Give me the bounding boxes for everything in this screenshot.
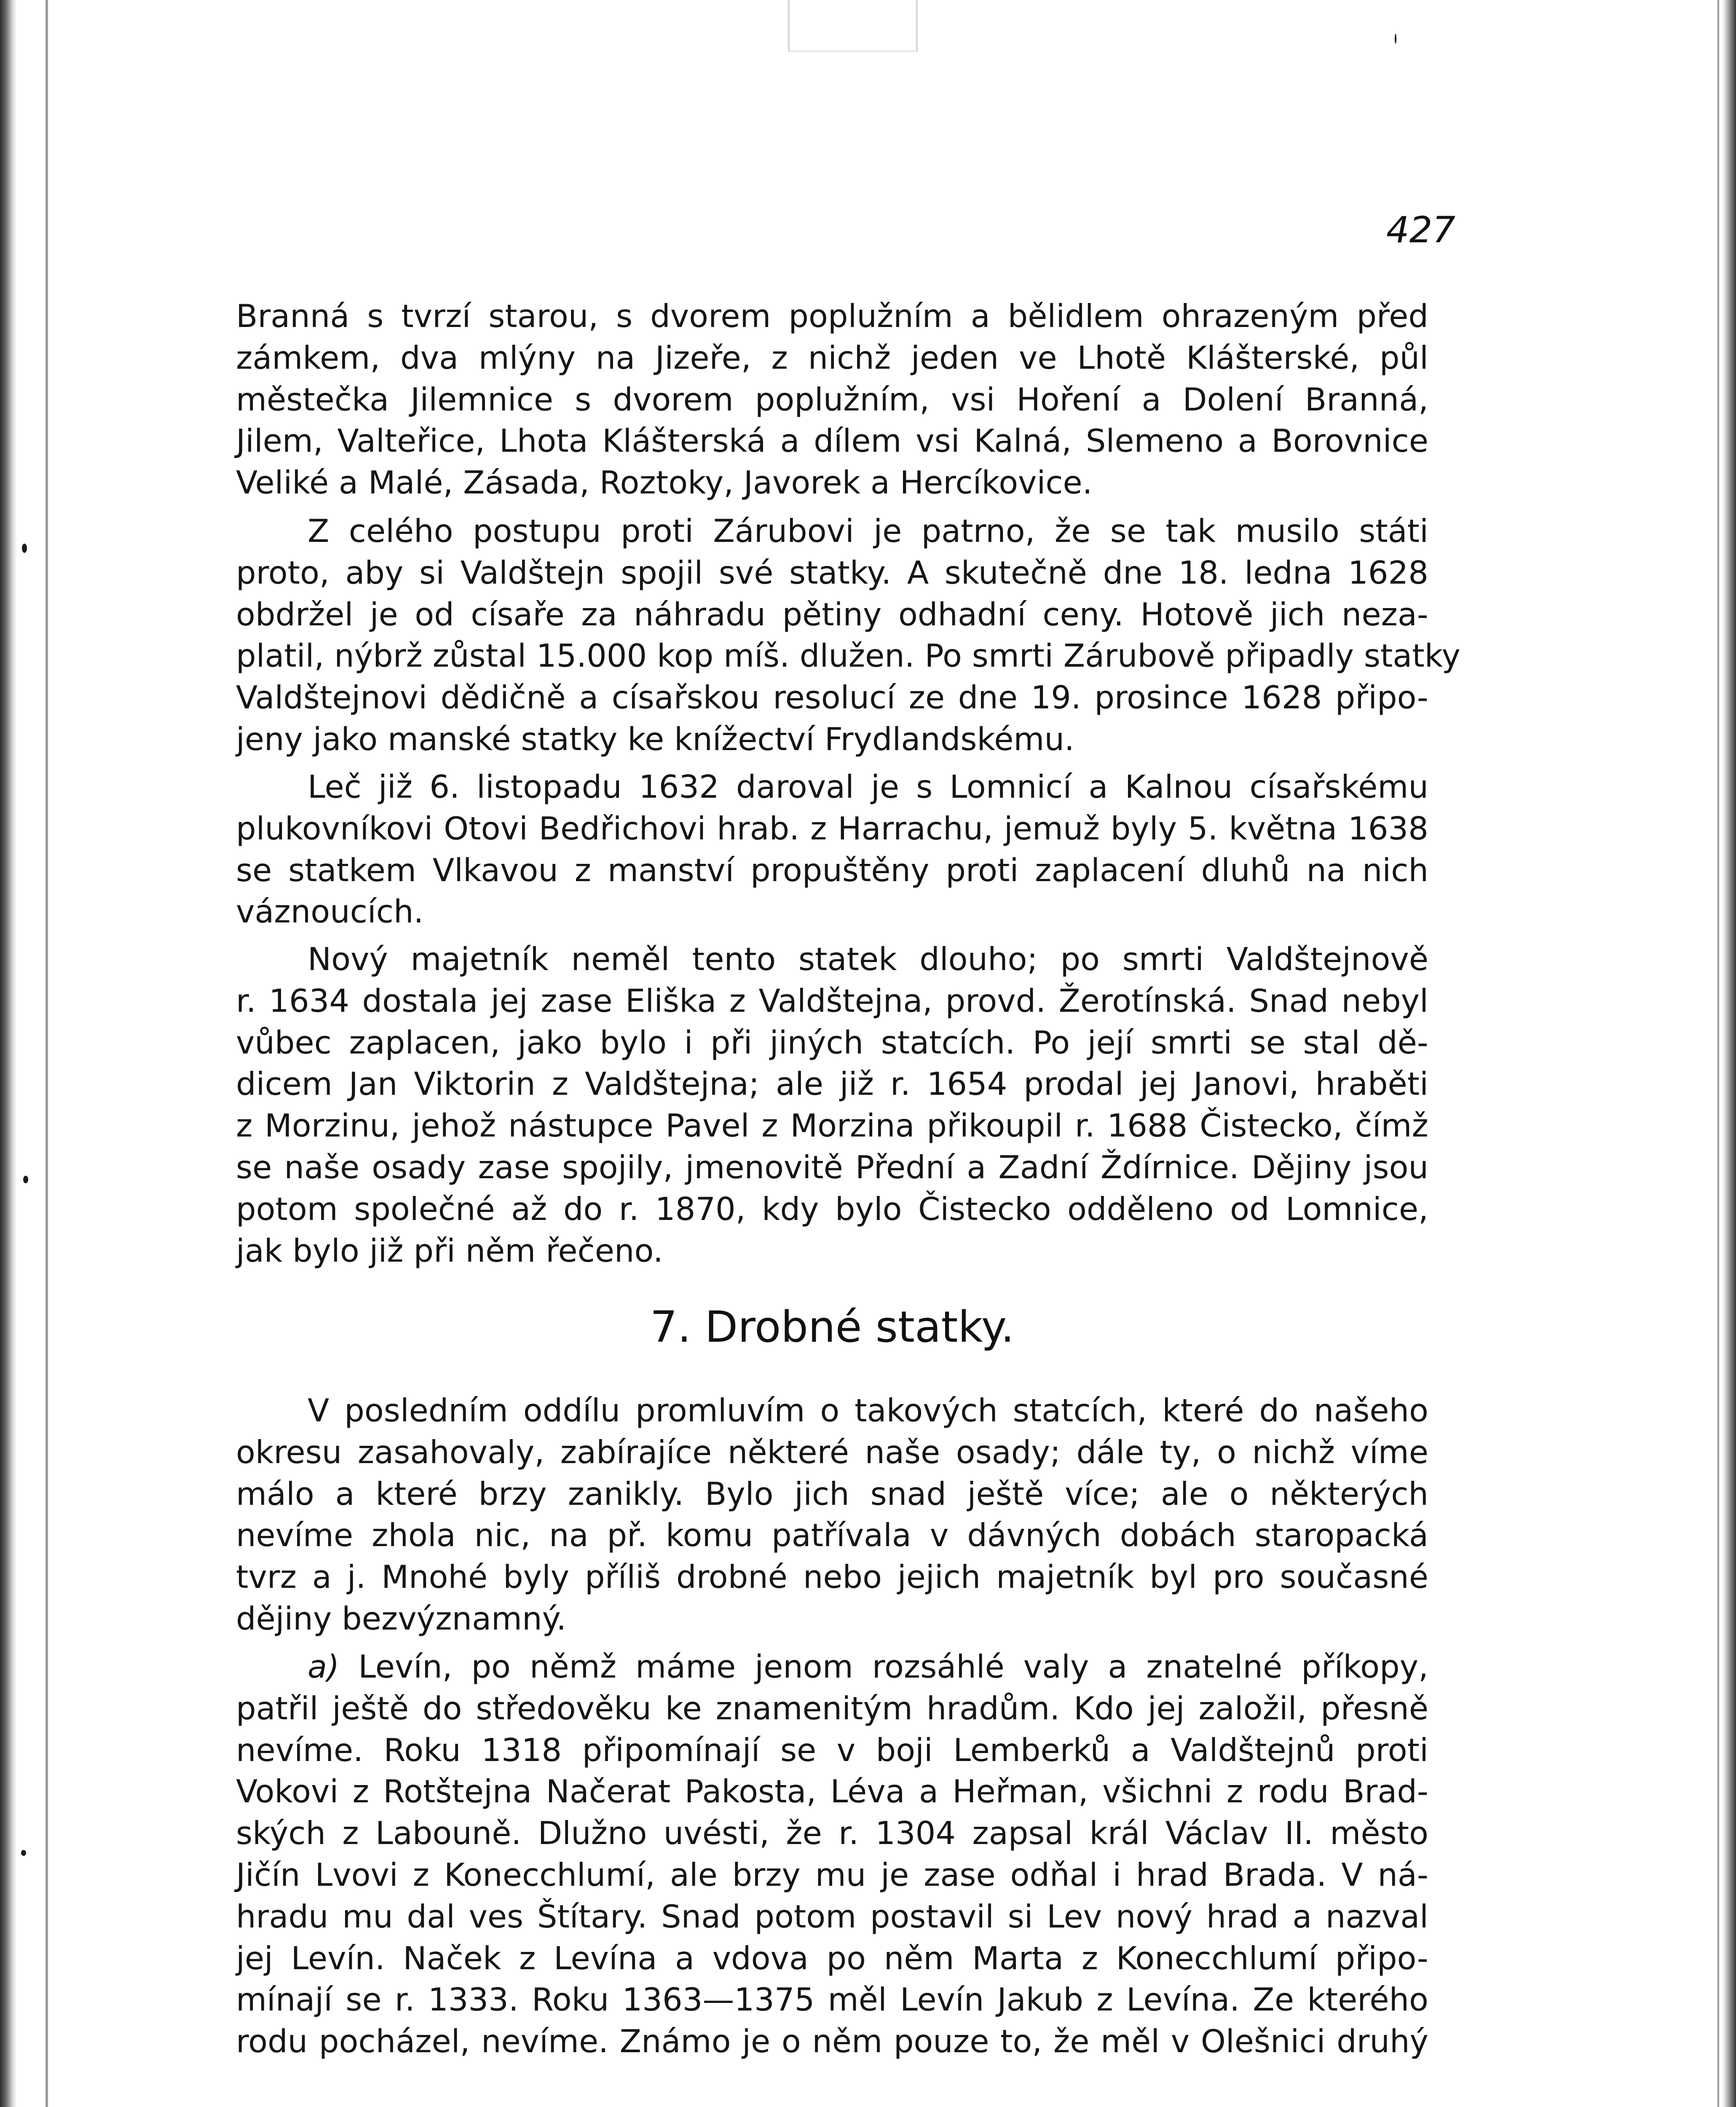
text-line: jak bylo již při něm řečeno. (236, 1232, 663, 1269)
scan-edge-right (1722, 0, 1736, 2107)
text-line: nevíme. Roku 1318 připomínají se v boji Lemberků a Valdštejnů proti (236, 1731, 1428, 1769)
text-line: patřil ještě do středověku ke znamenitým hradům. Kdo jej založil, přesně (236, 1689, 1428, 1727)
scan-edge-left (0, 0, 17, 2107)
paragraph-small-estates (236, 1390, 1428, 1640)
text-line: proto, aby si Valdštejn spojil své statky. A skutečně dne 18. ledna 1628 (236, 554, 1428, 591)
text-line: Jičín Lvovi z Konecchlumí, ale brzy mu je zase odňal i hrad Brada. V ná- (236, 1856, 1428, 1893)
text-line: vůbec zaplacen, jako bylo i při jiných statcích. Po její smrti se stal dě- (236, 1024, 1428, 1061)
text-line: potom společné až do r. 1870, kdy bylo Čistecko odděleno od Lomnice, (236, 1190, 1428, 1228)
text-line: platil, nýbrž zůstal 15.000 kop míš. dlužen. Po smrti Zárubově připadly statky (236, 637, 1460, 675)
text-line-rest: Levín, po němž máme jenom rozsáhlé valy a znatelné příkopy, (339, 1648, 1428, 1685)
text-line: obdržel je od císaře za náhradu pětiny odhadní ceny. Hotově jich neza- (236, 595, 1428, 633)
text-line: městečka Jilemnice s dvorem poplužním, vsi Hoření a Dolení Branná, (236, 381, 1428, 418)
text-line: r. 1634 dostala jej zase Eliška z Valdštejna, provd. Žerotínská. Snad nebyl (236, 982, 1428, 1019)
text-line: málo a které brzy zanikly. Bylo jich snad ještě více; ale o některých (236, 1475, 1428, 1512)
scan-fold-line-left (46, 0, 48, 2107)
text-line: zámkem, dva mlýny na Jizeře, z nichž jeden ve Lhotě Klášterské, půl (236, 339, 1428, 376)
section-heading: 7. Drobné statky. (650, 1302, 1015, 1352)
text-line: V posledním oddílu promluvím o takových statcích, které do našeho (308, 1392, 1428, 1429)
scan-speck (1395, 34, 1396, 44)
text-line: dicem Jan Viktorin z Valdštejna; ale již r. 1654 prodal jej Janovi, hraběti (236, 1065, 1428, 1103)
text-line: nevíme zhola nic, na př. komu patřívala v dávných dobách staropacká (236, 1517, 1428, 1554)
text-line: Veliké a Malé, Zásada, Roztoky, Javorek a Hercíkovice. (236, 464, 1093, 501)
text-line: váznoucích. (236, 893, 424, 930)
text-line: okresu zasahovaly, zabírajíce některé naše osady; dále ty, o nichž víme (236, 1433, 1428, 1471)
text-line: Z celého postupu proti Zárubovi je patrno, že se tak musilo státi (308, 512, 1428, 550)
scan-fold-line-right (1717, 0, 1719, 2107)
list-marker: a) (308, 1648, 340, 1685)
text-line: se naše osady zase spojily, jmenovitě Přední a Zadní Ždírnice. Dějiny jsou (236, 1148, 1428, 1186)
text-line: z Morzinu, jehož nástupce Pavel z Morzina přikoupil r. 1688 Čistecko, čímž (236, 1107, 1428, 1145)
text-line: jeny jako manské statky ke knížectví Frydlandskému. (236, 720, 1074, 758)
text-line: hradu mu dal ves Štítary. Snad potom postavil si Lev nový hrad a nazval (236, 1898, 1428, 1935)
text-line: dějiny bezvýznamný. (236, 1600, 567, 1637)
text-line: Leč již 6. listopadu 1632 daroval je s Lomnicí a Kalnou císařskému (308, 768, 1428, 805)
text-line: ských z Labouně. Dlužno uvésti, že r. 1304 zapsal král Václav II. město (236, 1815, 1428, 1852)
text-line: Vokovi z Rotštejna Načerat Pakosta, Léva a Heřman, všichni z rodu Brad- (236, 1773, 1428, 1810)
text-line: Nový majetník neměl tento statek dlouho; po smrti Valdštejnově (308, 941, 1428, 978)
paragraph-estate-list (236, 295, 1428, 504)
text-line: jej Levín. Naček z Levína a vdova po něm Marta z Konecchlumí připo- (236, 1939, 1428, 1977)
page-number: 427 (1386, 209, 1456, 251)
text-line: Valdštejnovi dědičně a císařskou resolucí ze dne 19. prosince 1628 připo- (236, 679, 1428, 716)
text-line: Branná s tvrzí starou, s dvorem poplužním a bělidlem ohrazeným před (236, 298, 1428, 335)
paragraph-harrach (236, 766, 1428, 933)
text-line: rodu pocházel, nevíme. Známo je o něm pouze to, že měl v Olešnici druhý (236, 2023, 1428, 2060)
text-line: tvrz a j. Mnohé byly příliš drobné nebo jejich majetník byl pro současné (236, 1558, 1428, 1596)
text-line: Jilem, Valteřice, Lhota Klášterská a dílem vsi Kalná, Slemeno a Borovnice (236, 422, 1428, 460)
text-line: mínají se r. 1333. Roku 1363—1375 měl Levín Jakub z Levína. Ze kterého (236, 1981, 1428, 2019)
paragraph-zaruba (236, 510, 1460, 760)
scan-speck (23, 1176, 28, 1183)
scan-speck (22, 544, 27, 553)
scan-speck (21, 1850, 26, 1856)
text-line: se statkem Vlkavou z manství propuštěny proti zaplacení dluhů na nich (236, 851, 1428, 889)
scan-top-mark (788, 0, 918, 52)
text-line (236, 1646, 1428, 1688)
paragraph-levin (236, 1646, 1428, 2062)
text-line: plukovníkovi Otovi Bedřichovi hrab. z Harrachu, jemuž byly 5. května 1638 (236, 810, 1428, 847)
paragraph-new-owner (236, 938, 1428, 1271)
